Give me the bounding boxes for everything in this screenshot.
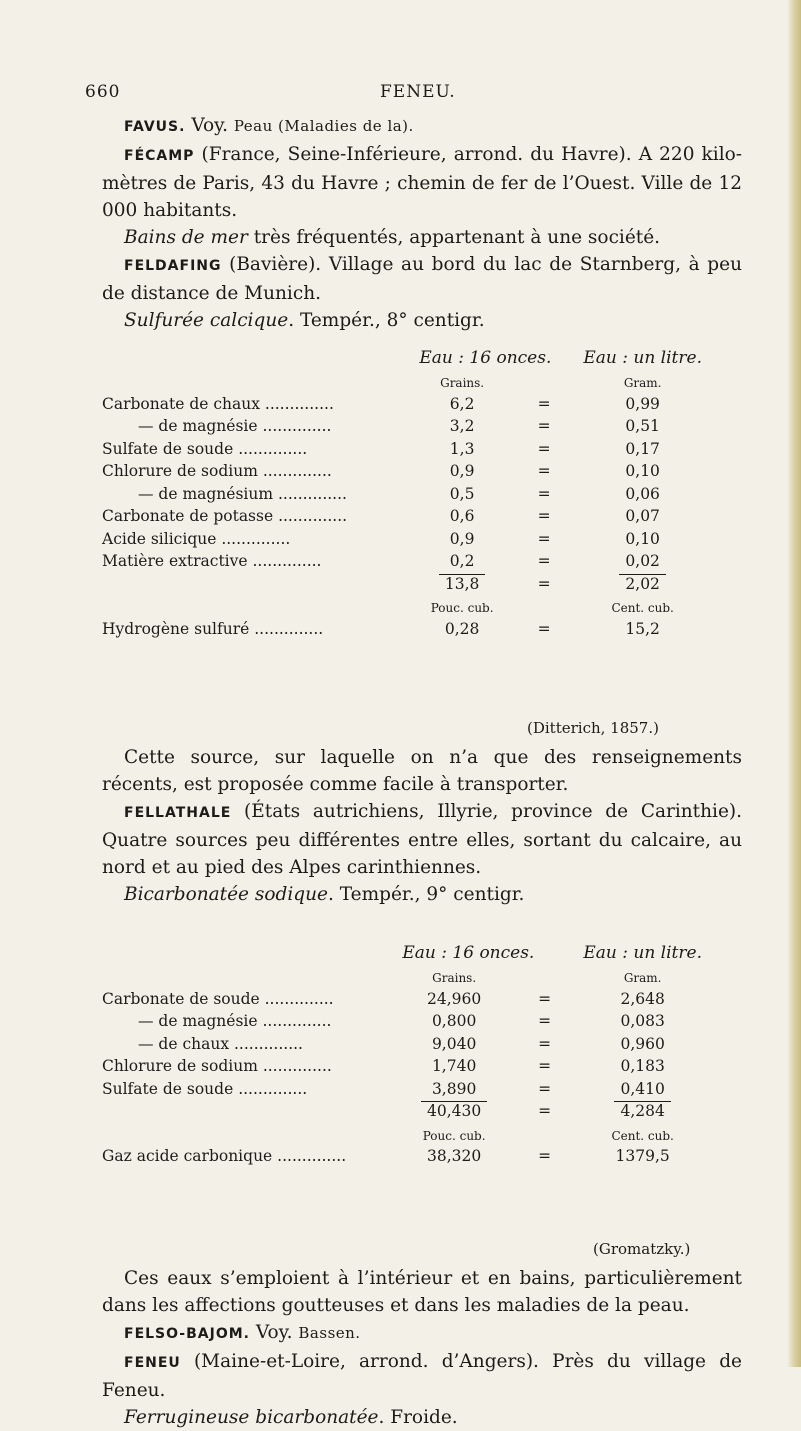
dot-leader: .............. (273, 484, 347, 503)
row-value-col1: 1,740 (431, 1057, 477, 1075)
dot-leader: .............. (257, 1012, 332, 1030)
row-label: — de magnésie .............. (138, 417, 332, 435)
dot-leader: .............. (257, 1057, 332, 1075)
row-value-col1: 6,2 (449, 394, 475, 413)
row-value-col1: 0,2 (449, 552, 475, 570)
cross-reference: Peau (Maladies de la). (233, 117, 414, 135)
entry-fecamp (102, 141, 742, 224)
entry-text: (France, Seine-Inférieure, arrond. du Havre). A 220 kilo-mètres de Paris, 43 du Havre ; chemin de fer de l’Ouest. Ville de 12 000 habitants. (102, 144, 742, 221)
table-header-row (102, 940, 702, 963)
gas-units-row (102, 593, 702, 616)
table-row (102, 480, 702, 503)
dot-leader: .............. (229, 1034, 303, 1053)
cross-reference: Bassen. (298, 1324, 361, 1342)
table-row (102, 503, 702, 526)
entry-text: (Maine-et-Loire, arrond. d’Angers). Près du village de Feneu. (102, 1351, 742, 1401)
entry-text: . Froide. (378, 1407, 458, 1428)
row-value-col1: 0,6 (449, 507, 475, 525)
entry-head: FENEU (124, 1355, 181, 1371)
row-value-col2: 0,10 (625, 529, 660, 548)
col2-unit: Gram. (623, 971, 662, 985)
dot-leader: .............. (257, 417, 332, 435)
row-label: Matière extractive .............. (102, 552, 322, 570)
row-label: Chlorure de sodium .............. (102, 462, 332, 480)
dot-leader: .............. (247, 552, 322, 570)
dot-leader: .............. (272, 1147, 347, 1165)
row-value-col1: 0,800 (431, 1012, 477, 1030)
col1-header: Eau : 16 onces. (419, 347, 552, 368)
entry-text: Voy. (185, 115, 234, 136)
water-type: Sulfurée calcique (124, 310, 289, 331)
table-row (102, 458, 702, 481)
col2-header: Eau : un litre. (583, 942, 702, 963)
running-head (0, 82, 801, 106)
row-value-col2: 0,99 (625, 394, 660, 413)
equals-sign: = (537, 529, 551, 548)
gas-unit-col1: Pouc. cub. (430, 601, 494, 615)
row-label: — de magnésium .............. (138, 484, 347, 503)
table-row (102, 525, 702, 548)
note-paragraph: Cette source, sur laquelle on n’a que des renseignements récents, est proposée comme facile à transporter. (102, 747, 742, 795)
equals-sign: = (538, 1079, 552, 1098)
entry-favus (102, 112, 742, 141)
dot-leader: .............. (233, 439, 308, 458)
row-value-col2: 0,083 (620, 1012, 665, 1030)
dot-leader: .............. (249, 619, 324, 638)
water-type-fellathale (102, 881, 742, 908)
water-type-feldafing (102, 307, 742, 334)
row-label: Carbonate de chaux .............. (102, 394, 334, 413)
water-type-fecamp (102, 224, 742, 251)
row-label: Sulfate de soude .............. (102, 439, 308, 458)
table-row (102, 1030, 702, 1053)
text-block-2 (102, 744, 742, 908)
col2-header: Eau : un litre. (583, 347, 702, 368)
equals-sign: = (538, 1012, 552, 1030)
entry-feldafing (102, 251, 742, 307)
table-header-row (102, 345, 702, 368)
gas-col2: 1379,5 (615, 1147, 670, 1165)
table-units-row (102, 368, 702, 391)
table-row (102, 548, 702, 571)
col2-unit: Gram. (623, 376, 662, 390)
equals-sign: = (537, 574, 551, 593)
water-type: Bains de mer (124, 227, 248, 248)
page-edge-shadow (787, 0, 801, 1367)
table-row (102, 1053, 702, 1076)
table-units-row (102, 963, 702, 986)
entry-head: FAVUS. (124, 119, 186, 135)
table-row (102, 1008, 702, 1031)
total-col1: 40,430 (421, 1101, 487, 1120)
row-value-col2: 0,10 (625, 462, 660, 480)
entry-head: FÉCAMP (124, 148, 195, 164)
col1-header: Eau : 16 onces. (402, 942, 535, 963)
gas-unit-col1: Pouc. cub. (422, 1128, 486, 1143)
row-value-col1: 9,040 (431, 1034, 477, 1053)
row-label: Chlorure de sodium .............. (102, 1057, 332, 1075)
equals-sign: = (538, 989, 552, 1008)
gas-unit-col2: Cent. cub. (611, 1128, 674, 1143)
gas-col2: 15,2 (625, 619, 660, 638)
row-value-col1: 3,890 (431, 1079, 477, 1098)
equals-sign: = (538, 1057, 552, 1075)
composition-table-fellathale (102, 940, 702, 1165)
gas-label: Gaz acide carbonique .............. (102, 1147, 347, 1165)
row-value-col1: 0,9 (449, 462, 475, 480)
water-type: Bicarbonatée sodique (124, 884, 328, 905)
text-block-3 (102, 1265, 742, 1431)
row-label: Carbonate de soude .............. (102, 989, 334, 1008)
row-value-col2: 0,51 (625, 417, 660, 435)
table-row (102, 390, 702, 413)
row-value-col2: 0,07 (625, 507, 660, 525)
row-value-col1: 24,960 (427, 989, 482, 1008)
row-value-col2: 0,02 (625, 552, 660, 570)
gas-units-row (102, 1120, 702, 1143)
entry-head: FELSO-BAJOM. (124, 1326, 250, 1342)
row-value-col2: 0,183 (620, 1057, 665, 1075)
equals-sign: = (537, 619, 551, 638)
entry-text: très fréquentés, appartenant à une société. (247, 227, 661, 248)
equals-sign: = (538, 1102, 552, 1120)
entry-text: . Tempér., 8° centigr. (288, 310, 485, 331)
gas-unit-col2: Cent. cub. (611, 601, 674, 615)
entry-text: Voy. (249, 1322, 299, 1343)
row-value-col1: 0,9 (449, 529, 475, 548)
table-row (102, 435, 702, 458)
row-value-col1: 0,5 (449, 484, 475, 503)
equals-sign: = (537, 417, 551, 435)
entry-text: . Tempér., 9° centigr. (327, 884, 525, 905)
row-value-col1: 1,3 (449, 439, 475, 458)
row-value-col2: 0,960 (620, 1034, 665, 1053)
dot-leader: .............. (233, 1079, 308, 1098)
row-label: Carbonate de potasse .............. (102, 507, 348, 525)
row-value-col2: 0,17 (625, 439, 660, 458)
usage-paragraph: Ces eaux s’emploient à l’intérieur et en bains, particulièrement dans les affections goutteuses et dans les maladies de la peau. (102, 1268, 742, 1316)
dot-leader: .............. (259, 394, 334, 413)
row-value-col2: 2,648 (620, 989, 665, 1008)
equals-sign: = (537, 439, 551, 458)
entry-feneu (102, 1348, 742, 1404)
table-row (102, 985, 702, 1008)
table-row (102, 1075, 702, 1098)
entry-head: FELLATHALE (124, 805, 232, 821)
table-row (102, 413, 702, 436)
gas-label: Hydrogène sulfuré .............. (102, 619, 324, 638)
entry-felso-bajom (102, 1319, 742, 1348)
composition-table-feldafing (102, 345, 702, 638)
equals-sign: = (538, 1034, 552, 1053)
gas-row (102, 615, 702, 638)
gas-col1: 0,28 (444, 619, 480, 638)
equals-sign: = (537, 394, 551, 413)
col1-unit: Grains. (440, 376, 485, 390)
gas-col1: 38,320 (427, 1147, 482, 1165)
table-total-row (102, 1098, 702, 1121)
equals-sign: = (537, 484, 551, 503)
row-value-col2: 0,410 (620, 1079, 665, 1098)
total-col2: 2,02 (619, 574, 666, 593)
entry-text: (Bavière). Village au bord du lac de Starnberg, à peu de distance de Munich. (102, 254, 742, 304)
running-title: FENEU. (380, 82, 456, 102)
row-label: Acide silicique .............. (102, 529, 291, 548)
dot-leader: .............. (259, 989, 334, 1008)
dot-leader: .............. (257, 462, 332, 480)
equals-sign: = (537, 507, 551, 525)
row-value-col2: 0,06 (625, 484, 660, 503)
row-label: — de magnésie .............. (138, 1012, 332, 1030)
row-label: — de chaux .............. (138, 1034, 303, 1053)
equals-sign: = (537, 462, 551, 480)
table-source: (Ditterich, 1857.) (527, 719, 659, 737)
water-type-feneu (102, 1404, 742, 1431)
entry-head: FELDAFING (124, 258, 222, 274)
total-col1: 13,8 (439, 574, 486, 593)
gas-row (102, 1143, 702, 1166)
dot-leader: .............. (216, 529, 291, 548)
equals-sign: = (538, 1147, 552, 1165)
col1-unit: Grains. (432, 971, 477, 985)
equals-sign: = (537, 552, 551, 570)
text-block-1 (102, 112, 742, 334)
water-type: Ferrugineuse bicarbonatée (124, 1407, 379, 1428)
row-label: Sulfate de soude .............. (102, 1079, 308, 1098)
entry-fellathale (102, 798, 742, 881)
page-number: 660 (85, 82, 121, 102)
dot-leader: .............. (273, 507, 348, 525)
table-total-row (102, 570, 702, 593)
entry-text: (États autrichiens, Illyrie, province de Carinthie). Quatre sources peu différentes entre elles, sortant du calcaire, au nord et au pied des Alpes carinthiennes. (102, 801, 742, 878)
row-value-col1: 3,2 (449, 417, 475, 435)
table-source: (Gromatzky.) (593, 1240, 691, 1258)
total-col2: 4,284 (614, 1101, 670, 1120)
